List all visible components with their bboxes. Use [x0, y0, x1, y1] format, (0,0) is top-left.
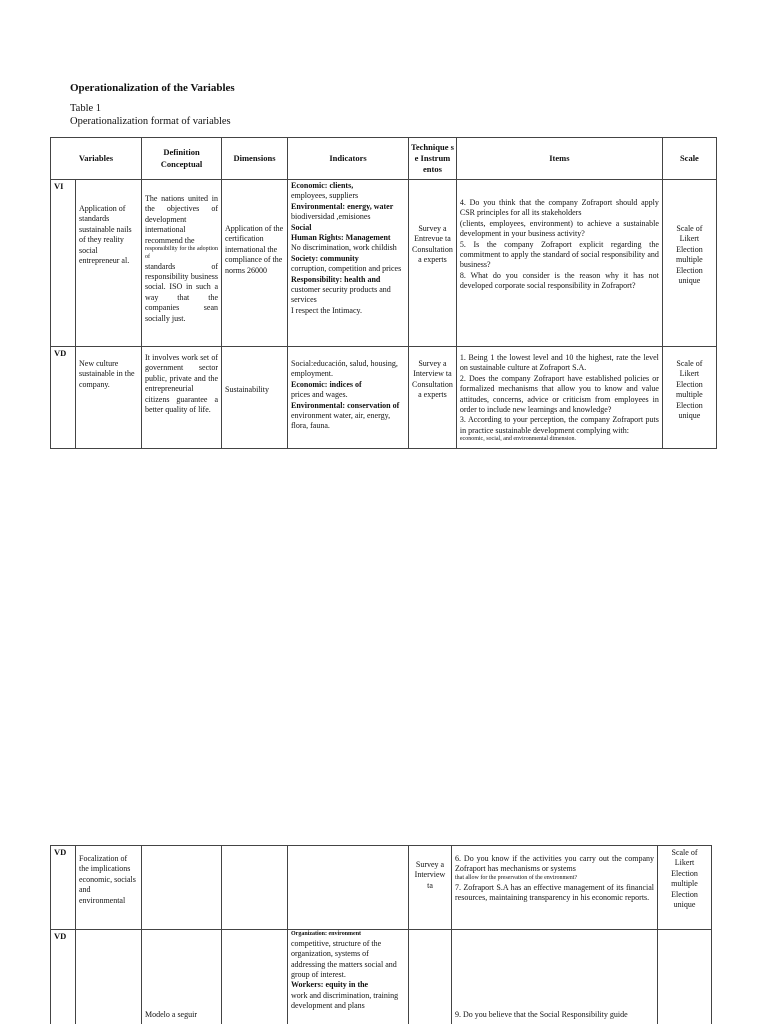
dimension — [222, 846, 288, 930]
item-line: that allow for the preservation of the environment? — [455, 874, 578, 881]
dimension — [222, 930, 288, 1024]
technique: Survey a Interview ta Consultation a experts — [409, 347, 457, 449]
indicator-line: Organization: environment — [291, 931, 362, 937]
conceptual-definition — [142, 180, 222, 347]
indicator-line: Environmental: conservation of — [291, 400, 400, 410]
table-row — [51, 930, 712, 1024]
indicator-line: work and discrimination, training development and plans — [291, 990, 399, 1011]
table-row — [51, 846, 712, 930]
header-indicators: Indicators — [288, 138, 409, 180]
table-row — [51, 347, 717, 449]
indicator-line: Workers: equity in the — [291, 980, 369, 990]
technique: Survey a Interview ta — [409, 846, 452, 930]
indicator-line: Responsibility: health and — [291, 274, 381, 284]
conceptual-definition — [142, 846, 222, 930]
header-items: Items — [456, 138, 662, 180]
variable-code: VD — [51, 930, 76, 1024]
dimension: Sustainability — [222, 347, 288, 449]
variable-code: VD — [51, 846, 76, 930]
indicator-line: customer security products and services — [291, 284, 391, 305]
header-scale: Scale — [662, 138, 716, 180]
indicator-line: employees, suppliers — [291, 191, 359, 201]
items — [452, 846, 658, 930]
section-heading: Operationalization of the Variables — [70, 82, 235, 94]
item-line: 1. Being 1 the lowest level and 10 the highest, rate the level on sustainable culture at Zofraport S.A. — [459, 353, 659, 373]
table-caption: Operationalization format of variables — [70, 116, 231, 127]
indicator-line: Environmental: energy, water — [291, 201, 394, 211]
table-row — [51, 180, 717, 347]
variable-name: Application of standards sustainable nails of they reality social entrepreneur al. — [76, 180, 142, 347]
indicator-line: No discrimination, work childish — [291, 243, 397, 253]
item-line: 7. Zofraport S.A has an effective management of its financial resources, maintaining transparency in his economic reports. — [455, 882, 654, 902]
indicators — [288, 180, 409, 347]
table-label: Table 1 — [70, 103, 102, 114]
header-variables: Variables — [51, 138, 142, 180]
item-line: 4. Do you think that the company Zofraport should apply CSR principles for all its stakeholders — [459, 198, 659, 218]
indicators — [288, 930, 409, 1024]
variable-name: New culture sustainable in the company. — [76, 347, 142, 449]
indicators — [288, 846, 409, 930]
scale: Scale of Likert Election multiple Election unique — [658, 846, 712, 930]
header-techniques: Technique s e Instrum entos — [409, 138, 457, 180]
table-header-row — [51, 138, 717, 180]
indicator-line: biodiversidad ,emisiones — [291, 212, 371, 222]
indicator-line: Human Rights: Management — [291, 232, 391, 242]
indicator-line: Economic: clients, — [291, 181, 354, 190]
items — [452, 930, 658, 1024]
definition-small-text: responsibility for the adoption of — [145, 245, 218, 260]
item-line: (clients, employees, environment) to achieve a sustainable development in your business activity? — [459, 218, 659, 239]
indicators — [288, 347, 409, 449]
item-line: 2. Does the company Zofraport have established policies or formalized mechanisms that allow you to know and value attitudes, concerns, advice or criticism from employees in order to include new learnings and knowledge? — [459, 373, 659, 414]
item-line: 8. What do you consider is the reason why it has not developed corporate social responsibility in Zofraport? — [459, 270, 659, 291]
definition-text-continued: standards of responsibility business social. ISO in such a way that the companies sean socially just. — [145, 261, 218, 323]
variable-code: VI — [51, 180, 76, 347]
indicator-line: prices and wages. — [291, 390, 348, 400]
indicator-line: I respect the Intimacy. — [291, 305, 363, 315]
conceptual-definition: Modelo a seguir — [142, 930, 222, 1024]
variable-code: VD — [51, 347, 76, 449]
item-line: 9. Do you believe that the Social Responsibility guide — [455, 1010, 628, 1019]
indicator-line: Economic: indices of — [291, 379, 362, 389]
header-dimensions: Dimensions — [222, 138, 288, 180]
item-line: 3. According to your perception, the company Zofraport puts in practice sustainable development complying with: — [459, 415, 659, 435]
technique: Survey a Entrevue ta Consultation a experts — [409, 180, 457, 347]
technique — [409, 930, 452, 1024]
items — [456, 347, 662, 449]
items — [456, 180, 662, 347]
variable-name: Focalization of the implications economic, socials and environmental — [76, 846, 142, 930]
dimension: Application of the certification international the compliance of the norms 26000 — [222, 180, 288, 347]
indicator-line: Society: community — [291, 253, 359, 263]
scale: Scale of Likert Election multiple Election unique — [662, 347, 716, 449]
operationalization-table-continued — [50, 845, 712, 1024]
item-line: economic, social, and environmental dimension. — [459, 436, 577, 443]
variable-name-empty — [76, 930, 142, 1024]
item-line: 5. Is the company Zofraport explicit regarding the commitment to apply the standard of social responsibility and business? — [459, 239, 659, 270]
conceptual-definition: It involves work set of government sector public, private and the entrepreneurial citizens guarantee a better quality of life. — [142, 347, 222, 449]
indicator-line: corruption, competition and prices — [291, 264, 402, 274]
operationalization-table — [50, 137, 717, 449]
indicator-line: environment water, air, energy, flora, fauna. — [291, 410, 391, 431]
indicator-line: competitive, structure of the organization, systems of addressing the matters social and group of interest. — [291, 938, 397, 979]
definition-text: The nations united in the objectives of development international recommend the — [145, 194, 218, 245]
header-definition: Definition Conceptual — [142, 138, 222, 180]
indicator-line: Social — [291, 222, 312, 232]
item-line: 6. Do you know if the activities you carry out the company Zofraport has mechanisms or systems — [455, 854, 654, 874]
indicator-line: Social:educación, salud, housing, employment. — [291, 359, 398, 379]
scale — [658, 930, 712, 1024]
scale: Scale of Likert Election multiple Election unique — [662, 180, 716, 347]
